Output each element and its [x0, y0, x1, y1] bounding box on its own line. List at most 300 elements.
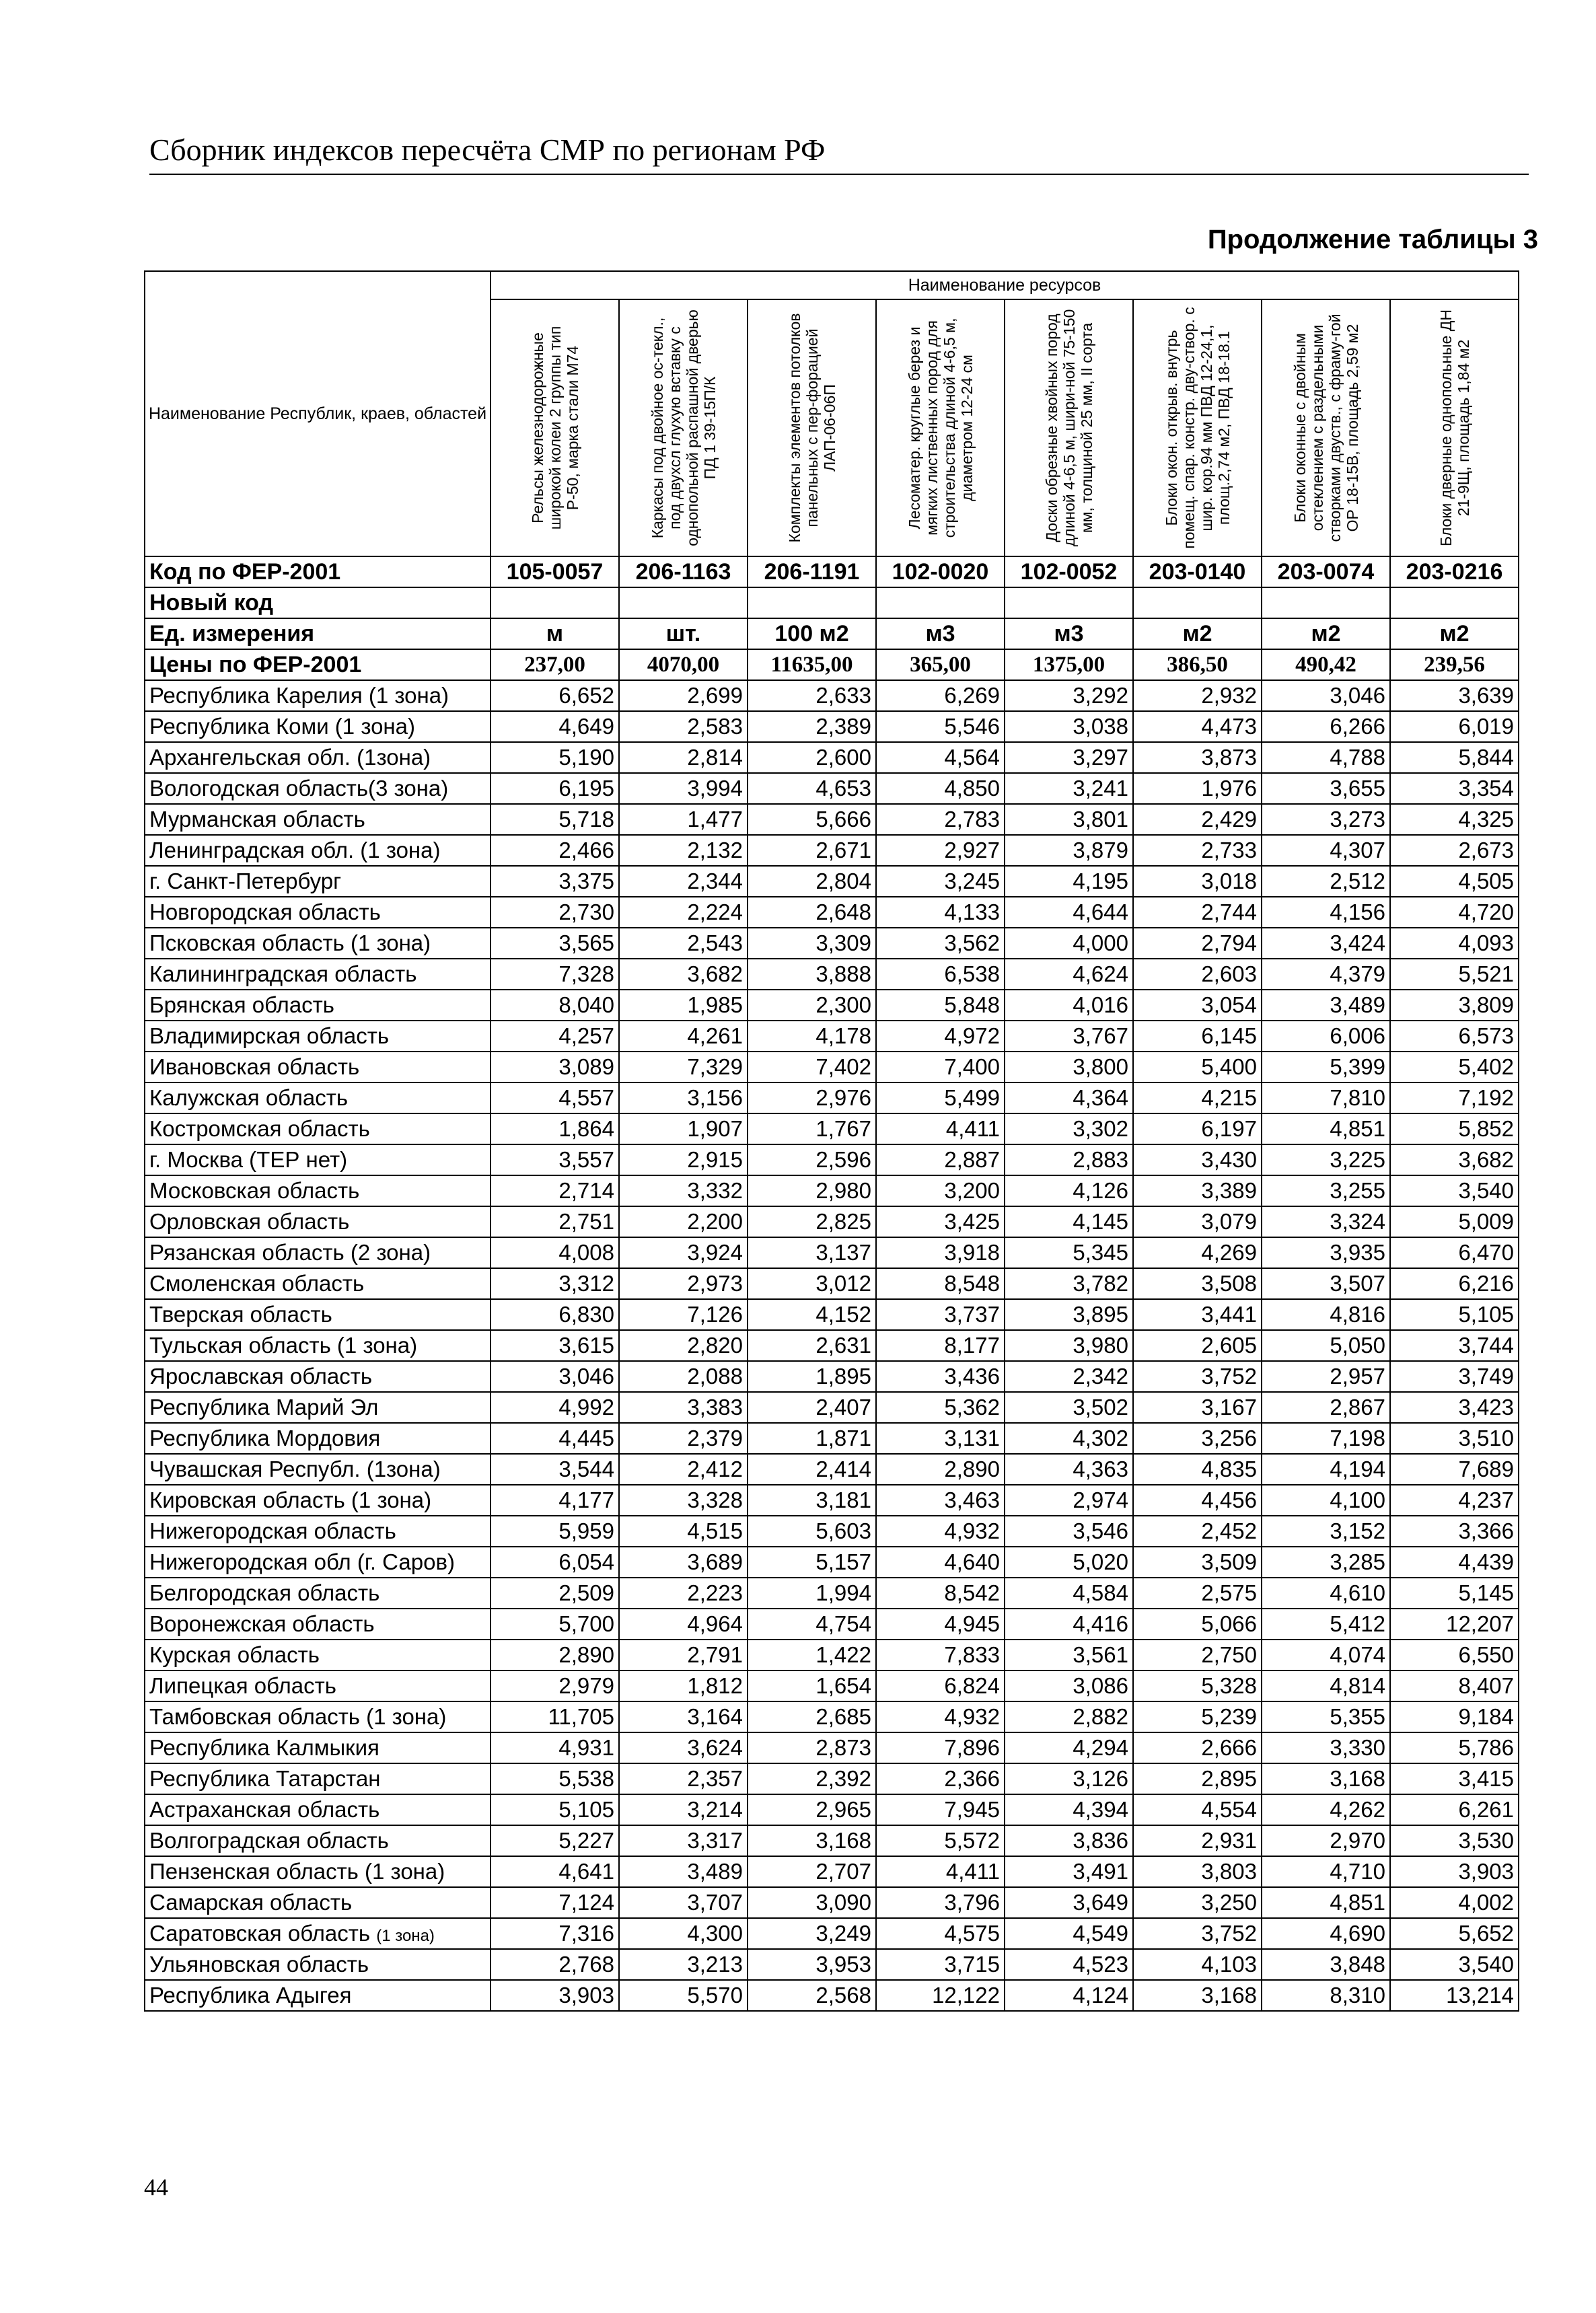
region-name: Ярославская область [149, 1364, 373, 1389]
index-value-cell: 2,200 [619, 1206, 748, 1237]
table-row [145, 1268, 1519, 1299]
index-value-cell: 4,416 [1005, 1609, 1133, 1640]
code-row-label: Код по ФЕР-2001 [145, 556, 491, 587]
unit-cell: 100 м2 [748, 618, 876, 649]
region-name: г. Москва (ТЕР нет) [149, 1147, 348, 1172]
unit-cell: м2 [1133, 618, 1262, 649]
index-value-cell: 4,364 [1005, 1082, 1133, 1113]
index-value-cell: 3,491 [1005, 1856, 1133, 1887]
region-name: Астраханская область [149, 1797, 380, 1822]
index-value-cell: 4,394 [1005, 1794, 1133, 1825]
region-name: Кировская область (1 зона) [149, 1488, 432, 1512]
index-value-cell: 3,200 [876, 1175, 1005, 1206]
index-value-cell: 7,198 [1262, 1423, 1390, 1454]
index-value-cell: 3,509 [1133, 1547, 1262, 1578]
new-code-cell [876, 587, 1005, 618]
region-name-cell [145, 1206, 491, 1237]
index-value-cell: 7,126 [619, 1299, 748, 1330]
index-value-cell: 7,896 [876, 1732, 1005, 1763]
index-value-cell: 7,810 [1262, 1082, 1390, 1113]
index-value-cell: 5,848 [876, 990, 1005, 1021]
resource-column-header [1005, 299, 1133, 556]
index-value-cell: 5,328 [1133, 1670, 1262, 1701]
index-value-cell: 4,177 [491, 1485, 619, 1516]
page-header-title: Сборник индексов пересчёта СМР по регионам РФ [149, 133, 826, 167]
index-value-cell: 3,430 [1133, 1144, 1262, 1175]
index-value-cell: 2,931 [1133, 1825, 1262, 1856]
price-cell: 1375,00 [1005, 649, 1133, 680]
index-value-cell: 3,565 [491, 928, 619, 959]
index-value-cell: 3,256 [1133, 1423, 1262, 1454]
index-value-cell: 3,375 [491, 866, 619, 897]
index-value-cell: 6,470 [1390, 1237, 1519, 1268]
resources-group-header: Наименование ресурсов [491, 271, 1519, 299]
new-code-row-label: Новый код [145, 587, 491, 618]
region-name-cell [145, 1175, 491, 1206]
index-value-cell: 5,570 [619, 1980, 748, 2011]
table-row [145, 1052, 1519, 1082]
index-value-cell: 3,801 [1005, 804, 1133, 835]
index-value-cell: 5,009 [1390, 1206, 1519, 1237]
index-value-cell: 3,324 [1262, 1206, 1390, 1237]
unit-cell: м3 [876, 618, 1005, 649]
index-value-cell: 6,538 [876, 959, 1005, 990]
index-value-cell: 3,562 [876, 928, 1005, 959]
table-row [145, 1640, 1519, 1670]
index-value-cell: 3,463 [876, 1485, 1005, 1516]
index-value-cell: 2,509 [491, 1578, 619, 1609]
region-name: Республика Мордовия [149, 1426, 381, 1451]
index-value-cell: 6,197 [1133, 1113, 1262, 1144]
index-value-cell: 4,649 [491, 711, 619, 742]
index-value-cell: 4,000 [1005, 928, 1133, 959]
index-value-cell: 1,907 [619, 1113, 748, 1144]
index-value-cell: 2,887 [876, 1144, 1005, 1175]
index-value-cell: 2,744 [1133, 897, 1262, 928]
index-value-cell: 3,707 [619, 1887, 748, 1918]
table-row [145, 1547, 1519, 1578]
table-row [145, 835, 1519, 866]
index-value-cell: 7,192 [1390, 1082, 1519, 1113]
index-value-cell: 2,342 [1005, 1361, 1133, 1392]
index-value-cell: 2,707 [748, 1856, 876, 1887]
table-row [145, 1175, 1519, 1206]
index-value-cell: 2,414 [748, 1454, 876, 1485]
index-value-cell: 5,718 [491, 804, 619, 835]
index-value-cell: 4,363 [1005, 1454, 1133, 1485]
index-value-cell: 5,652 [1390, 1918, 1519, 1949]
table-row [145, 1237, 1519, 1268]
index-value-cell: 2,699 [619, 680, 748, 711]
table-row [145, 1516, 1519, 1547]
index-value-cell: 6,830 [491, 1299, 619, 1330]
index-value-cell: 6,145 [1133, 1021, 1262, 1052]
table-row [145, 1299, 1519, 1330]
table-row [145, 1949, 1519, 1980]
index-value-cell: 4,505 [1390, 866, 1519, 897]
index-value-cell: 3,744 [1390, 1330, 1519, 1361]
index-value-cell: 4,851 [1262, 1887, 1390, 1918]
price-cell: 365,00 [876, 649, 1005, 680]
index-value-cell: 4,439 [1390, 1547, 1519, 1578]
index-value-cell: 4,554 [1133, 1794, 1262, 1825]
index-value-cell: 2,976 [748, 1082, 876, 1113]
index-value-cell: 4,640 [876, 1547, 1005, 1578]
region-name: Рязанская область (2 зона) [149, 1240, 431, 1265]
index-value-cell: 3,507 [1262, 1268, 1390, 1299]
index-value-cell: 2,814 [619, 742, 748, 773]
region-column-header: Наименование Республик, краев, областей [145, 271, 491, 556]
index-value-cell: 3,803 [1133, 1856, 1262, 1887]
index-value-cell: 2,970 [1262, 1825, 1390, 1856]
new-code-cell [619, 587, 748, 618]
region-name: Калининградская область [149, 961, 417, 986]
index-value-cell: 2,804 [748, 866, 876, 897]
index-value-cell: 1,871 [748, 1423, 876, 1454]
region-name-cell [145, 1268, 491, 1299]
index-value-cell: 12,122 [876, 1980, 1005, 2011]
region-name-cell [145, 1640, 491, 1670]
index-value-cell: 4,178 [748, 1021, 876, 1052]
index-value-cell: 4,300 [619, 1918, 748, 1949]
index-value-cell: 4,307 [1262, 835, 1390, 866]
index-value-cell: 3,425 [876, 1206, 1005, 1237]
table-row [145, 1856, 1519, 1887]
resource-column-header [748, 299, 876, 556]
index-value-cell: 2,825 [748, 1206, 876, 1237]
region-name: Смоленская область [149, 1271, 365, 1296]
region-name: Самарская область [149, 1890, 353, 1915]
index-value-cell: 3,994 [619, 773, 748, 804]
region-name: Ульяновская область [149, 1952, 369, 1977]
resource-column-header [491, 299, 619, 556]
index-value-cell: 4,237 [1390, 1485, 1519, 1516]
index-value-cell: 5,786 [1390, 1732, 1519, 1763]
index-value-cell: 1,994 [748, 1578, 876, 1609]
index-value-cell: 2,867 [1262, 1392, 1390, 1423]
resource-column-header [1390, 299, 1519, 556]
price-cell: 239,56 [1390, 649, 1519, 680]
index-value-cell: 3,164 [619, 1701, 748, 1732]
index-value-cell: 2,300 [748, 990, 876, 1021]
index-value-cell: 3,168 [748, 1825, 876, 1856]
region-name: Саратовская область [149, 1921, 371, 1946]
index-value-cell: 2,543 [619, 928, 748, 959]
index-value-cell: 3,213 [619, 1949, 748, 1980]
index-value-cell: 2,466 [491, 835, 619, 866]
region-name-cell [145, 1392, 491, 1423]
index-value-cell: 4,690 [1262, 1918, 1390, 1949]
index-value-cell: 7,402 [748, 1052, 876, 1082]
index-table [144, 270, 1519, 2012]
index-value-cell: 3,489 [1262, 990, 1390, 1021]
region-name-cell [145, 1516, 491, 1547]
price-cell: 386,50 [1133, 649, 1262, 680]
index-value-cell: 3,225 [1262, 1144, 1390, 1175]
table-row [145, 1392, 1519, 1423]
region-name: Воронежская область [149, 1611, 375, 1636]
resource-column-header-text: Блоки оконные с двойным остеклением с раздельными створками двуств., с фраму-гой ОР 18-15В, площадь 2,59 м2 [1291, 314, 1361, 542]
index-value-cell: 4,564 [876, 742, 1005, 773]
region-name-cell [145, 1052, 491, 1082]
table-row [145, 959, 1519, 990]
region-name-cell [145, 1794, 491, 1825]
region-name: Псковская область (1 зона) [149, 930, 431, 955]
index-value-cell: 6,266 [1262, 711, 1390, 742]
index-value-cell: 4,972 [876, 1021, 1005, 1052]
table-row [145, 1330, 1519, 1361]
index-value-cell: 2,575 [1133, 1578, 1262, 1609]
index-value-cell: 3,624 [619, 1732, 748, 1763]
index-value-cell: 2,714 [491, 1175, 619, 1206]
index-value-cell: 3,530 [1390, 1825, 1519, 1856]
index-value-cell: 3,767 [1005, 1021, 1133, 1052]
index-value-cell: 1,812 [619, 1670, 748, 1701]
region-name: Нижегородская обл (г. Саров) [149, 1549, 455, 1574]
index-value-cell: 3,752 [1133, 1918, 1262, 1949]
table-row [145, 1361, 1519, 1392]
index-value-cell: 3,250 [1133, 1887, 1262, 1918]
index-value-cell: 3,639 [1390, 680, 1519, 711]
index-value-cell: 2,412 [619, 1454, 748, 1485]
index-value-cell: 3,317 [619, 1825, 748, 1856]
table-row [145, 1144, 1519, 1175]
region-name-cell [145, 1887, 491, 1918]
index-value-cell: 7,328 [491, 959, 619, 990]
index-value-cell: 5,190 [491, 742, 619, 773]
index-value-cell: 7,124 [491, 1887, 619, 1918]
region-name: Архангельская обл. (1зона) [149, 745, 431, 770]
index-value-cell: 2,957 [1262, 1361, 1390, 1392]
index-value-cell: 3,980 [1005, 1330, 1133, 1361]
price-cell: 4070,00 [619, 649, 748, 680]
index-value-cell: 4,835 [1133, 1454, 1262, 1485]
index-value-cell: 4,152 [748, 1299, 876, 1330]
header-rule [149, 174, 1529, 175]
index-value-cell: 2,673 [1390, 835, 1519, 866]
index-value-cell: 9,184 [1390, 1701, 1519, 1732]
index-value-cell: 3,924 [619, 1237, 748, 1268]
index-value-cell: 4,294 [1005, 1732, 1133, 1763]
units-row-label: Ед. измерения [145, 618, 491, 649]
index-value-cell: 2,671 [748, 835, 876, 866]
index-value-cell: 3,156 [619, 1082, 748, 1113]
index-value-cell: 3,873 [1133, 742, 1262, 773]
index-value-cell: 3,918 [876, 1237, 1005, 1268]
index-value-cell: 4,523 [1005, 1949, 1133, 1980]
index-value-cell: 3,935 [1262, 1237, 1390, 1268]
index-value-cell: 11,705 [491, 1701, 619, 1732]
fer-code-cell: 206-1191 [748, 556, 876, 587]
table-row [145, 1113, 1519, 1144]
new-code-cell [491, 587, 619, 618]
region-name-cell [145, 1578, 491, 1609]
region-name: Курская область [149, 1642, 320, 1667]
table-row [145, 1980, 1519, 2011]
region-name-cell [145, 897, 491, 928]
new-code-cell [1390, 587, 1519, 618]
table-row [145, 897, 1519, 928]
region-name: Пензенская область (1 зона) [149, 1859, 445, 1884]
index-value-cell: 5,546 [876, 711, 1005, 742]
table-row [145, 1454, 1519, 1485]
index-value-cell: 3,366 [1390, 1516, 1519, 1547]
region-name: Волгоградская область [149, 1828, 389, 1853]
index-value-cell: 2,389 [748, 711, 876, 742]
index-value-cell: 3,557 [491, 1144, 619, 1175]
index-value-cell: 5,345 [1005, 1237, 1133, 1268]
region-name: Республика Марий Эл [149, 1395, 379, 1420]
index-value-cell: 2,873 [748, 1732, 876, 1763]
index-value-cell: 3,836 [1005, 1825, 1133, 1856]
table-row [145, 1485, 1519, 1516]
index-value-cell: 2,633 [748, 680, 876, 711]
table-row [145, 1670, 1519, 1701]
index-value-cell: 2,379 [619, 1423, 748, 1454]
region-name: Нижегородская область [149, 1518, 396, 1543]
index-value-cell: 2,915 [619, 1144, 748, 1175]
index-value-cell: 5,050 [1262, 1330, 1390, 1361]
unit-cell: шт. [619, 618, 748, 649]
region-name-cell [145, 1144, 491, 1175]
index-value-cell: 4,814 [1262, 1670, 1390, 1701]
region-name-cell [145, 1082, 491, 1113]
region-name: Ленинградская обл. (1 зона) [149, 838, 441, 862]
index-value-cell: 6,195 [491, 773, 619, 804]
index-value-cell: 3,285 [1262, 1547, 1390, 1578]
index-value-cell: 6,550 [1390, 1640, 1519, 1670]
resource-column-header [1262, 299, 1390, 556]
index-value-cell: 6,006 [1262, 1021, 1390, 1052]
region-name: Московская область [149, 1178, 360, 1203]
index-value-cell: 3,879 [1005, 835, 1133, 866]
resource-column-header [619, 299, 748, 556]
unit-cell: м3 [1005, 618, 1133, 649]
index-value-cell: 3,297 [1005, 742, 1133, 773]
index-value-cell: 3,245 [876, 866, 1005, 897]
index-value-cell: 4,788 [1262, 742, 1390, 773]
index-value-cell: 3,383 [619, 1392, 748, 1423]
region-name-cell [145, 835, 491, 866]
index-value-cell: 8,177 [876, 1330, 1005, 1361]
resource-column-header-text: Комплекты элементов потолков панельных с пер-форацией ЛАП-06-06П [785, 313, 838, 543]
index-value-cell: 4,584 [1005, 1578, 1133, 1609]
index-value-cell: 2,407 [748, 1392, 876, 1423]
region-name-cell [145, 1547, 491, 1578]
index-value-cell: 3,782 [1005, 1268, 1133, 1299]
region-name-cell [145, 1021, 491, 1052]
index-value-cell: 4,644 [1005, 897, 1133, 928]
region-name-cell [145, 1670, 491, 1701]
index-value-cell: 4,850 [876, 773, 1005, 804]
index-value-cell: 2,568 [748, 1980, 876, 2011]
region-name: Республика Коми (1 зона) [149, 714, 416, 739]
index-value-cell: 2,783 [876, 804, 1005, 835]
index-value-cell: 5,400 [1133, 1052, 1262, 1082]
fer-code-cell: 206-1163 [619, 556, 748, 587]
region-name-cell [145, 1732, 491, 1763]
index-value-cell: 2,631 [748, 1330, 876, 1361]
region-name: Республика Карелия (1 зона) [149, 683, 449, 708]
new-code-cell [1005, 587, 1133, 618]
index-value-cell: 5,603 [748, 1516, 876, 1547]
fer-code-cell: 203-0140 [1133, 556, 1262, 587]
table-row [145, 804, 1519, 835]
index-value-cell: 3,749 [1390, 1361, 1519, 1392]
index-value-cell: 2,820 [619, 1330, 748, 1361]
index-value-cell: 4,945 [876, 1609, 1005, 1640]
index-value-cell: 7,316 [491, 1918, 619, 1949]
table-row [145, 1918, 1519, 1949]
region-name: Тверская область [149, 1302, 332, 1327]
index-value-cell: 3,354 [1390, 773, 1519, 804]
region-name: Костромская область [149, 1116, 370, 1141]
index-value-cell: 3,152 [1262, 1516, 1390, 1547]
resource-column-header-text: Рельсы железнодорожные широкой колеи 2 группы тип Р-50, марка стали М74 [528, 326, 581, 530]
index-value-cell: 3,682 [1390, 1144, 1519, 1175]
index-value-cell: 6,573 [1390, 1021, 1519, 1052]
index-value-cell: 3,424 [1262, 928, 1390, 959]
index-value-cell: 5,145 [1390, 1578, 1519, 1609]
index-value-cell: 6,261 [1390, 1794, 1519, 1825]
index-value-cell: 4,215 [1133, 1082, 1262, 1113]
fer-code-cell: 105-0057 [491, 556, 619, 587]
index-value-cell: 3,655 [1262, 773, 1390, 804]
index-value-cell: 5,362 [876, 1392, 1005, 1423]
index-value-cell: 2,357 [619, 1763, 748, 1794]
index-value-cell: 5,020 [1005, 1547, 1133, 1578]
table-row [145, 1206, 1519, 1237]
index-value-cell: 5,572 [876, 1825, 1005, 1856]
index-value-cell: 2,750 [1133, 1640, 1262, 1670]
region-name: Калужская область [149, 1085, 349, 1110]
index-value-cell: 3,086 [1005, 1670, 1133, 1701]
index-value-cell: 1,477 [619, 804, 748, 835]
index-value-cell: 4,103 [1133, 1949, 1262, 1980]
index-value-cell: 4,002 [1390, 1887, 1519, 1918]
index-value-cell: 4,710 [1262, 1856, 1390, 1887]
index-value-cell: 3,046 [491, 1361, 619, 1392]
table-continuation-label: Продолжение таблицы 3 [1207, 225, 1538, 254]
region-name: Ивановская область [149, 1054, 360, 1079]
index-value-cell: 3,682 [619, 959, 748, 990]
index-value-cell: 5,499 [876, 1082, 1005, 1113]
index-value-cell: 4,133 [876, 897, 1005, 928]
index-value-cell: 2,223 [619, 1578, 748, 1609]
index-value-cell: 3,038 [1005, 711, 1133, 742]
index-value-cell: 1,985 [619, 990, 748, 1021]
index-value-cell: 3,888 [748, 959, 876, 990]
index-value-cell: 7,329 [619, 1052, 748, 1082]
region-name: Тамбовская область (1 зона) [149, 1704, 447, 1729]
index-value-cell: 4,932 [876, 1516, 1005, 1547]
table-row [145, 1423, 1519, 1454]
index-value-cell: 3,546 [1005, 1516, 1133, 1547]
resource-column-header-text: Блоки окон. открыв. внутрь помещ. спар. констр. дву-створ. с шир. кор.94 мм ПВД 12-24,1, площ.2,74 м2, ПВД 18-18.1 [1162, 307, 1233, 549]
index-value-cell: 1,895 [748, 1361, 876, 1392]
index-value-cell: 4,074 [1262, 1640, 1390, 1670]
page-number: 44 [144, 2174, 168, 2201]
index-value-cell: 3,540 [1390, 1175, 1519, 1206]
index-value-cell: 2,794 [1133, 928, 1262, 959]
region-name-cell [145, 1763, 491, 1794]
index-value-cell: 3,895 [1005, 1299, 1133, 1330]
index-value-cell: 4,016 [1005, 990, 1133, 1021]
index-value-cell: 2,600 [748, 742, 876, 773]
index-value-cell: 7,833 [876, 1640, 1005, 1670]
region-name-cell [145, 711, 491, 742]
index-value-cell: 2,980 [748, 1175, 876, 1206]
